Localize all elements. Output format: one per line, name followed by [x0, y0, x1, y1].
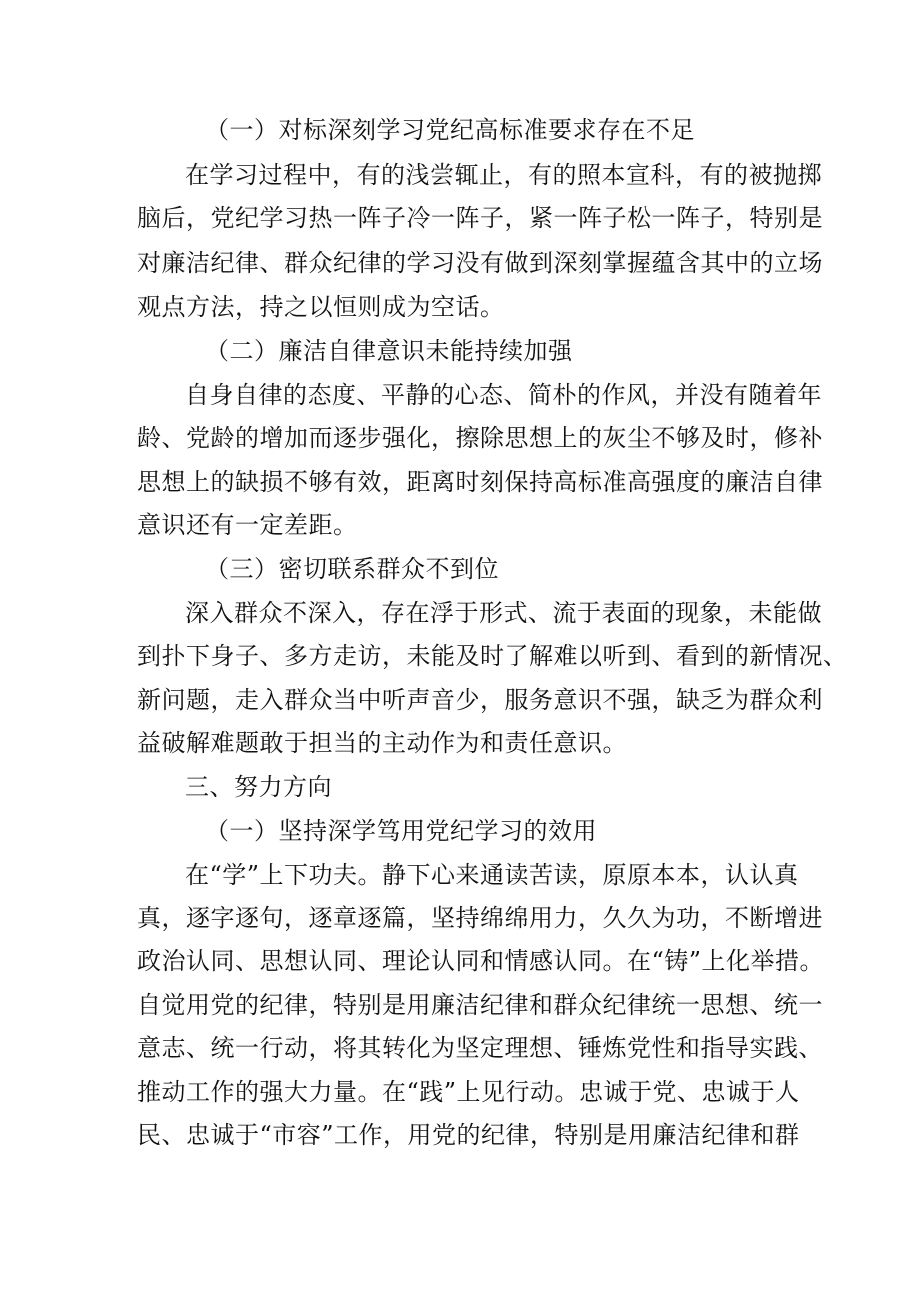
- paragraph-line: 意识还有一定差距。: [137, 511, 358, 539]
- paragraph-line: 政治认同、思想认同、理论认同和情感认同。在“铸”上化举措。: [137, 947, 825, 975]
- paragraph-line: 在学习过程中，有的浅尝辄止，有的照本宣科，有的被抛掷: [185, 161, 822, 189]
- paragraph-line: 新问题，走入群众当中听声音少，服务意识不强，缺乏为群众利: [137, 686, 823, 714]
- subheading-3: （三）密切联系群众不到位: [205, 555, 499, 583]
- paragraph-line: 脑后，党纪学习热一阵子冷一阵子，紧一阵子松一阵子，特别是: [137, 204, 823, 232]
- subheading-1: （一）对标深刻学习党纪高标准要求存在不足: [205, 116, 695, 144]
- paragraph-line: 推动工作的强大力量。在“践”上见行动。忠诚于党、忠诚于人: [137, 1078, 800, 1106]
- chapter-heading: 三、努力方向: [185, 773, 332, 801]
- paragraph-line: 真，逐字逐句，逐章逐篇，坚持绵绵用力，久久为功，不断增进: [137, 904, 823, 932]
- paragraph-line: 思想上的缺损不够有效，距离时刻保持高标准高强度的廉洁自律: [137, 468, 823, 496]
- paragraph-line: 观点方法，持之以恒则成为空话。: [137, 293, 505, 321]
- paragraph-line: 民、忠诚于“市容”工作，用党的纪律，特别是用廉洁纪律和群: [137, 1121, 800, 1149]
- paragraph-line: 深入群众不深入，存在浮于形式、流于表面的现象，未能做: [185, 599, 822, 627]
- subheading-4: （一）坚持深学笃用党纪学习的效用: [205, 817, 597, 845]
- paragraph-line: 自觉用党的纪律，特别是用廉洁纪律和群众纪律统一思想、统一: [137, 991, 823, 1019]
- paragraph-line: 意志、统一行动，将其转化为坚定理想、锤炼党性和指导实践、: [137, 1034, 823, 1062]
- paragraph-line: 对廉洁纪律、群众纪律的学习没有做到深刻掌握蕴含其中的立场: [137, 249, 823, 277]
- subheading-2: （二）廉洁自律意识未能持续加强: [205, 337, 573, 365]
- paragraph-line: 到扑下身子、多方走访，未能及时了解难以听到、看到的新情况、: [137, 642, 848, 670]
- paragraph-line: 在“学”上下功夫。静下心来通读苦读，原原本本，认认真: [185, 861, 799, 889]
- paragraph-line: 自身自律的态度、平静的心态、简朴的作风，并没有随着年: [185, 381, 822, 409]
- paragraph-line: 益破解难题敢于担当的主动作为和责任意识。: [137, 729, 627, 757]
- paragraph-line: 龄、党龄的增加而逐步强化，擦除思想上的灰尘不够及时，修补: [137, 424, 823, 452]
